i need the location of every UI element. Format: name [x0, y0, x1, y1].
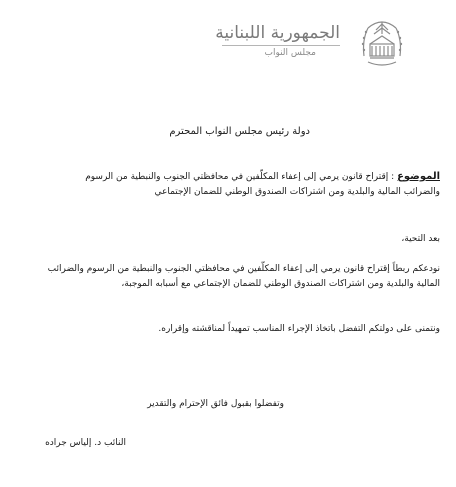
letterhead-republic-name: الجمهورية اللبنانية	[215, 23, 340, 43]
greeting: بعد التحية،	[401, 234, 440, 244]
subject-label: الموضوع	[397, 171, 440, 182]
addressee-line: دولة رئيس مجلس النواب المحترم	[169, 126, 310, 137]
body-line-1: نودعكم ربطاً إقتراح قانون يرمي إلى إعفاء المكلّفين في محافظتي الجنوب والنبطية من الرسوم والضرائب	[47, 264, 440, 274]
body-line-3: ونتمنى على دولتكم التفضل باتخاذ الإجراء المناسب تمهيداً لمناقشته وإقراره.	[158, 324, 440, 334]
body-line-2: المالية والبلدية ومن اشتراكات الصندوق الوطني للضمان الإجتماعي مع أسبابه الموجبة،	[121, 279, 440, 289]
subject-text-1: إقتراح قانون يرمي إلى إعفاء المكلّفين في محافظتي الجنوب والنبطية من الرسوم	[85, 172, 389, 182]
letterhead-parliament-name: مجلس النواب	[264, 48, 316, 58]
signature-name: النائب د. إلياس جراده	[45, 438, 126, 448]
letterhead-divider	[222, 45, 340, 46]
subject-line-2: والضرائب المالية والبلدية ومن اشتراكات الصندوق الوطني للضمان الإجتماعي	[154, 187, 440, 197]
subject-line-1	[85, 170, 440, 184]
subject-separator: :	[391, 172, 395, 182]
parliament-emblem-icon	[358, 12, 406, 68]
closing-line: وتفضلوا بقبول فائق الإحترام والتقدير	[147, 399, 284, 409]
